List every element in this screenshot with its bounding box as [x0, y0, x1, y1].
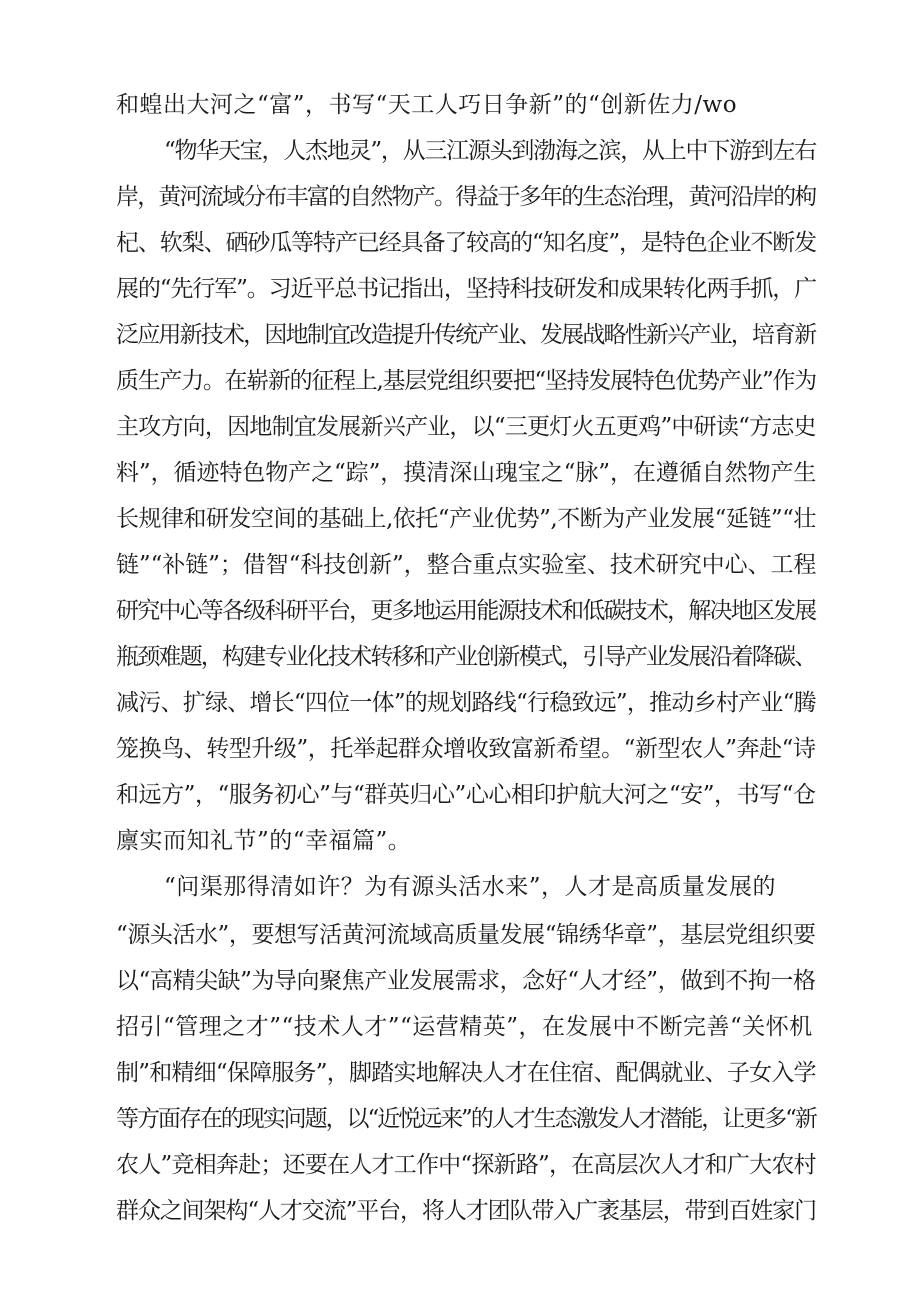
text-line: 岸，黄河流域分布丰富的自然物产。得益于多年的生态治理，黄河沿岸的枸 — [116, 184, 816, 210]
text-line: 减污、扩绿、增长“四位一体”的规划路线“行稳致远”，推动乡村产业“腾 — [116, 690, 816, 716]
text-line: 农人”竞相奔赴；还要在人才工作中“探新路”，在高层次人才和广大农村 — [116, 1152, 816, 1178]
text-line: “问渠那得清如许？为有源头活水来”，人才是高质量发展的 — [164, 874, 777, 900]
text-line: “物华天宝，人杰地灵”，从三江源头到渤海之滨，从上中下游到左右 — [164, 138, 817, 164]
text-line: 长规律和研发空间的基础上,依托“产业优势”,不断为产业发展“延链”“壮 — [116, 506, 816, 532]
text-line: 展的“先行军”。习近平总书记指出，坚持科技研发和成果转化两手抓，广 — [116, 276, 817, 302]
text-line: 以“高精尖缺”为导向聚焦产业发展需求，念好“人才经”，做到不拘一格 — [116, 968, 816, 994]
text-line: 研究中心等各级科研平台，更多地运用能源技术和低碳技术，解决地区发展 — [116, 598, 816, 624]
text-line: 泛应用新技术，因地制宜改造提升传统产业、发展战略性新兴产业，培育新 — [116, 322, 816, 348]
text-line: 群众之间架构“人才交流”平台，将人才团队带入广袤基层，带到百姓家门 — [116, 1198, 817, 1224]
text-line: 质生产力。在崭新的征程上,基层党组织要把“坚持发展特色优势产业”作为 — [116, 368, 816, 394]
text-line: 制”和精细“保障服务”，脚踏实地解决人才在住宿、配偶就业、子女入学 — [116, 1060, 816, 1086]
text-line: 料”，循迹特色物产之“踪”，摸清深山瑰宝之“脉”，在遵循自然物产生 — [116, 460, 817, 486]
text-line: 链”“补链”；借智“科技创新”，整合重点实验室、技术研究中心、工程 — [116, 552, 817, 578]
text-line: 杞、软梨、硒砂瓜等特产已经具备了较高的“知名度”，是特色企业不断发 — [116, 230, 817, 256]
text-line: “源头活水”，要想写活黄河流域高质量发展“锦绣华章”，基层党组织要 — [116, 922, 816, 948]
text-line: 招引“管理之才”“技术人才”“运营精英”，在发展中不断完善“关怀机 — [116, 1014, 813, 1040]
text-line: 笼换鸟、转型升级”，托举起群众增收致富新希望。“新型农人”奔赴“诗 — [116, 736, 816, 762]
text-line: 瓶颈难题，构建专业化技术转移和产业创新模式，引导产业发展沿着降碳、 — [116, 644, 816, 670]
text-line: 主攻方向，因地制宜发展新兴产业，以“三更灯火五更鸡”中研读“方志史 — [116, 414, 816, 440]
text-line: 和远方”，“服务初心”与“群英归心”心心相印护航大河之“安”，书写“仓 — [116, 782, 816, 808]
text-line: 等方面存在的现实问题，以“近悦远来”的人才生态激发人才潜能，让更多“新 — [116, 1106, 816, 1132]
text-line: 廪实而知礼节”的“幸福篇”。 — [116, 828, 412, 854]
text-line: 和蝗出大河之“富”，书写“天工人巧日争新”的“创新佐力/wo — [116, 92, 738, 118]
